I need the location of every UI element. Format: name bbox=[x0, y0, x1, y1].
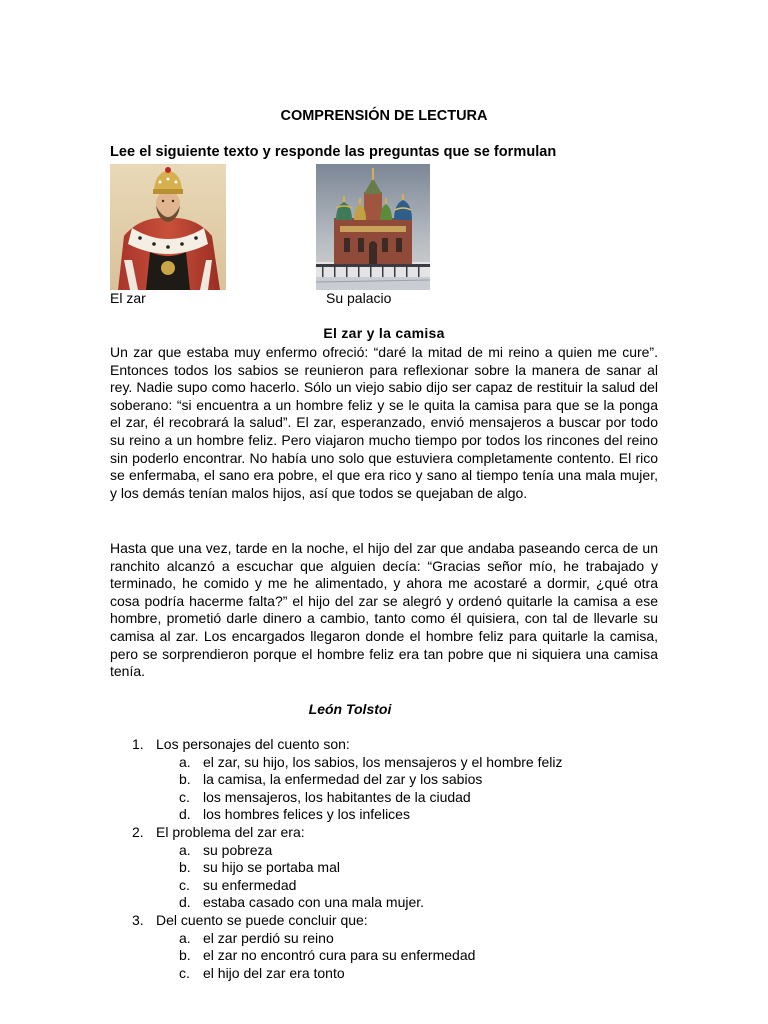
question-number: 3. bbox=[132, 911, 144, 928]
option-letter: c. bbox=[179, 964, 190, 981]
story-paragraph-1: Un zar que estaba muy enfermo ofreció: “daré la mitad de mi reino a quien me cure”. Entonces todos los sabios se reunieron para reflexionar sobre la manera de sanar al rey. Nadie supo como hacerlo. Sólo un viejo sabio dijo ser capaz de restituir la salud del soberano: “si encuentra a un hombre feliz y se le quita la camisa para que se la ponga el zar, él recobrará la salud”. El zar, esperanzado, envió mensajeros a buscar por todo su reino a un hombre feliz. Pero viajaron mucho tiempo por todos los rincones del reino sin poderlo encontrar. No había uno solo que estuviera completamente contento. El rico se enfermaba, el sano era pobre, el que era rico y sano al tiempo tenía una mala mujer, y los demás tenían malos hijos, así que todos se quejaban de algo. bbox=[110, 344, 658, 501]
question-number: 1. bbox=[132, 736, 144, 752]
answer-option bbox=[110, 947, 670, 965]
palace-image bbox=[316, 164, 430, 290]
answer-option bbox=[110, 930, 670, 948]
answer-option bbox=[110, 894, 670, 912]
question-item bbox=[110, 736, 670, 754]
answer-option bbox=[110, 842, 670, 860]
option-letter: b. bbox=[179, 947, 191, 964]
question-list bbox=[110, 736, 670, 982]
option-letter: a. bbox=[179, 753, 191, 770]
story-author: León Tolstoi bbox=[308, 701, 392, 717]
answer-option bbox=[110, 877, 670, 895]
czar-portrait-drawing bbox=[110, 164, 226, 290]
answer-option bbox=[110, 859, 670, 877]
option-letter: a. bbox=[179, 841, 191, 858]
option-text: su enfermedad bbox=[203, 876, 297, 893]
option-letter: a. bbox=[179, 929, 191, 946]
option-text: el hijo del zar era tonto bbox=[203, 964, 345, 981]
option-text: su pobreza bbox=[203, 841, 273, 858]
option-text: el zar no encontró cura para su enfermedad bbox=[203, 947, 476, 964]
czar-caption: El zar bbox=[110, 290, 146, 306]
option-text: su hijo se portaba mal bbox=[203, 859, 340, 876]
option-letter: d. bbox=[179, 806, 191, 823]
option-letter: d. bbox=[179, 894, 191, 911]
answer-option bbox=[110, 965, 670, 983]
palace-drawing bbox=[316, 164, 430, 290]
question-text: Los personajes del cuento son: bbox=[156, 736, 350, 752]
option-letter: b. bbox=[179, 859, 191, 876]
question-text: Del cuento se puede concluir que: bbox=[156, 911, 368, 928]
story-paragraph-2: Hasta que una vez, tarde en la noche, el hijo del zar que andaba paseando cerca de un ranchito alcanzó a escuchar que alguien decía: “Gracias señor mío, he trabajado y terminado, he comido y me he alimentado, y ahora me acostaré a dormir, ¿qué otra cosa podría hacerme falta?” el hijo del zar se alegró y ordenó quitarle la camisa a ese hombre, prometió darle dinero a cambio, tanto como él quisiera, con tal de llevarle su camisa al zar. Los encargados llegaron donde el hombre feliz para quitarle la camisa, pero se sorprendieron porque el hombre feliz era tan pobre que ni siquiera una camisa tenía. bbox=[110, 540, 658, 680]
answer-option bbox=[110, 754, 670, 772]
option-text: el zar, su hijo, los sabios, los mensajeros y el hombre feliz bbox=[203, 753, 563, 770]
answer-option bbox=[110, 789, 670, 807]
option-text: los hombres felices y los infelices bbox=[203, 806, 410, 823]
question-item bbox=[110, 824, 670, 842]
option-text: el zar perdió su reino bbox=[203, 929, 334, 946]
answer-option bbox=[110, 806, 670, 824]
czar-portrait-image bbox=[110, 164, 226, 290]
answer-option bbox=[110, 771, 670, 789]
instruction-text: Lee el siguiente texto y responde las preguntas que se formulan bbox=[110, 144, 557, 160]
palace-caption: Su palacio bbox=[326, 290, 392, 306]
question-item bbox=[110, 912, 670, 930]
option-text: los mensajeros, los habitantes de la ciudad bbox=[203, 788, 471, 805]
option-letter: c. bbox=[179, 788, 190, 805]
option-text: estaba casado con una mala mujer. bbox=[203, 894, 425, 911]
option-letter: c. bbox=[179, 876, 190, 893]
option-text: la camisa, la enfermedad del zar y los sabios bbox=[203, 771, 483, 788]
question-number: 2. bbox=[132, 823, 144, 840]
option-letter: b. bbox=[179, 771, 191, 788]
question-text: El problema del zar era: bbox=[156, 823, 305, 840]
story-title: El zar y la camisa bbox=[323, 325, 445, 341]
page-title: COMPRENSIÓN DE LECTURA bbox=[280, 108, 488, 124]
